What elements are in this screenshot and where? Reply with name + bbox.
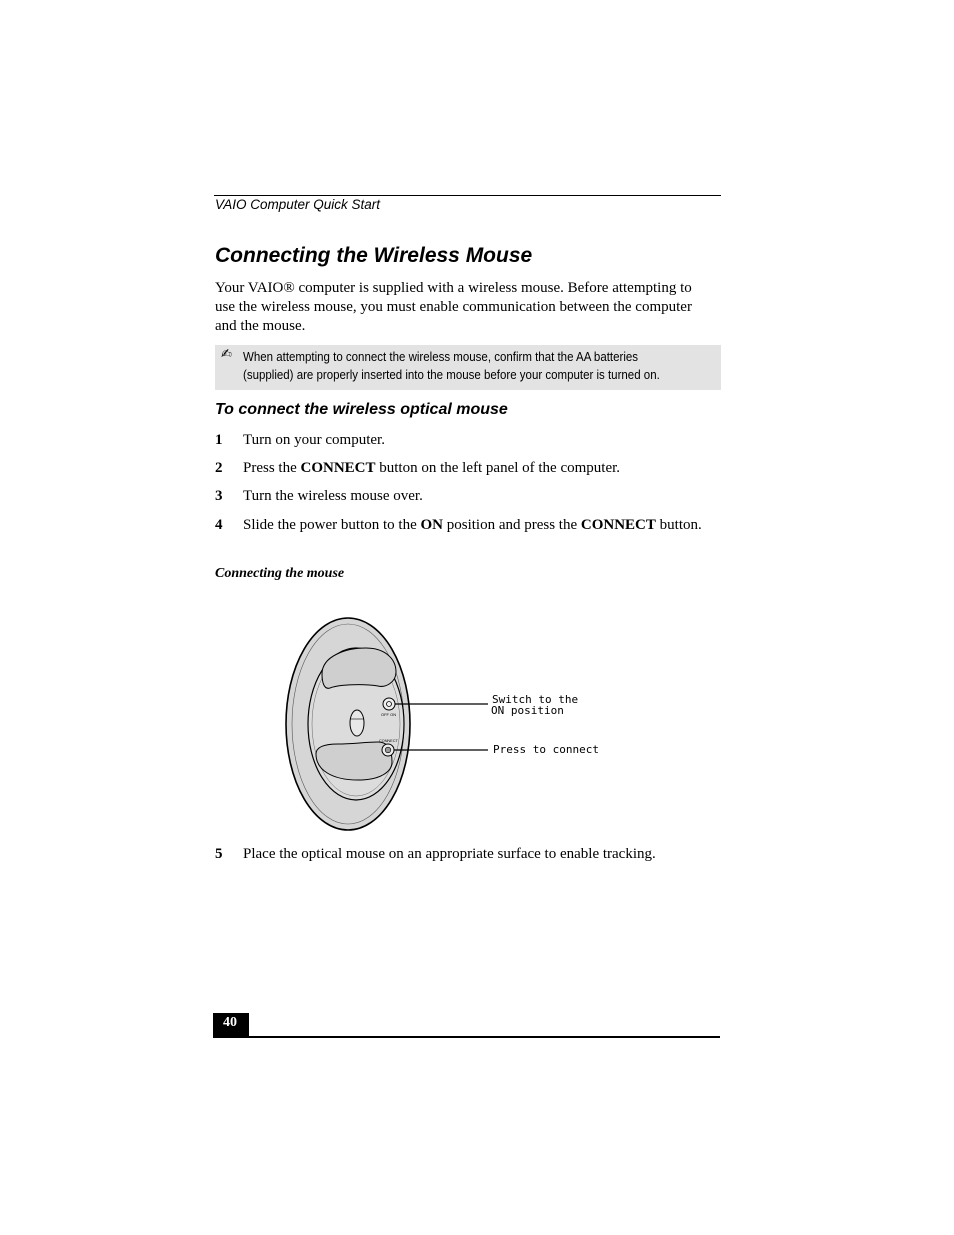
step-number: 4 <box>215 517 223 533</box>
step-bold: CONNECT <box>300 460 376 476</box>
mouse-illustration <box>280 612 610 837</box>
step-2 <box>215 459 620 478</box>
step-text: button. <box>655 517 702 533</box>
step-bold: CONNECT <box>580 517 656 533</box>
switch-callout-line1: Switch to the <box>492 693 579 706</box>
step-text: Turn the wireless mouse over. <box>243 488 423 504</box>
optical-sensor <box>350 710 364 736</box>
step-number: 5 <box>215 846 223 862</box>
step-1 <box>215 431 385 450</box>
switch-callout-line2: ON position <box>491 704 564 717</box>
intro-line: use the wireless mouse, you must enable communication between the computer <box>215 299 692 315</box>
switch-marking: OFF ON <box>381 712 397 717</box>
figure-caption: Connecting the mouse <box>215 566 345 581</box>
intro-line: and the mouse. <box>215 318 306 334</box>
step-number: 2 <box>215 460 223 476</box>
step-number: 3 <box>215 488 223 504</box>
note-text <box>243 349 675 384</box>
connect-callout: Press to connect <box>493 743 599 756</box>
intro-paragraph <box>215 279 725 336</box>
connect-button-center <box>385 747 391 753</box>
step-4 <box>215 516 702 535</box>
connect-marking: CONNECT <box>379 739 398 743</box>
step-number: 1 <box>215 432 223 448</box>
note-line: (supplied) are properly inserted into the mouse before your computer is turned on. <box>243 367 660 382</box>
step-text: position and press the <box>442 517 581 533</box>
section-title: Connecting the Wireless Mouse <box>215 244 533 267</box>
footer-rule <box>213 1036 720 1038</box>
note-line: When attempting to connect the wireless mouse, confirm that the AA batteries <box>243 350 639 364</box>
step-text: button on the left panel of the computer. <box>375 460 621 476</box>
page-number: 40 <box>223 1015 237 1030</box>
step-text: Slide the power button to the <box>243 517 421 533</box>
step-text: Place the optical mouse on an appropriate surface to enable tracking. <box>243 846 656 862</box>
pencil-note-icon: ✍ <box>221 347 232 362</box>
running-head: VAIO Computer Quick Start <box>215 197 381 212</box>
intro-line: Your VAIO® computer is supplied with a wireless mouse. Before attempting to <box>215 280 692 296</box>
step-text: Press the <box>243 460 301 476</box>
step-text: Turn on your computer. <box>243 432 385 448</box>
power-switch <box>383 698 395 710</box>
procedure-title: To connect the wireless optical mouse <box>215 401 508 418</box>
step-3 <box>215 487 423 506</box>
step-bold: ON <box>420 517 443 533</box>
step-5 <box>215 845 656 864</box>
header-rule <box>214 195 721 196</box>
